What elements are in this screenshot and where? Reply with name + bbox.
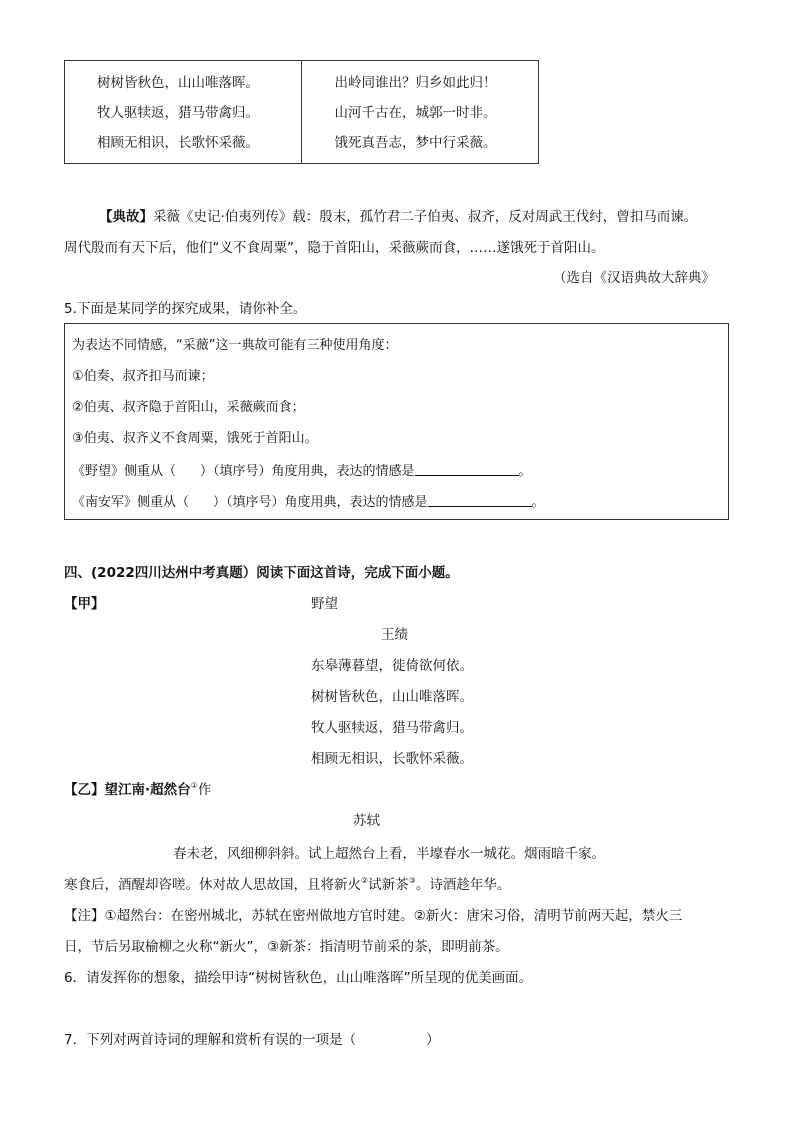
table-right-line-3: 饿死真吾志，梦中行采薇。: [334, 135, 497, 151]
poem-yi-line-2: [64, 873, 510, 893]
notes-line-2: 日，节后另取榆柳之火称“新火”，③新茶：指清明节前采的茶，即明前茶。: [64, 939, 509, 955]
note-ref-3: ③: [408, 876, 416, 885]
poem-comparison-table: [64, 60, 539, 164]
nananjun-text-1: 《南安军》侧重从（: [72, 495, 190, 510]
poem-jia-line-3: 牧人驱犊返，猎马带禽归。: [311, 720, 473, 736]
allusion-line-2: 周代殷而有天下后，他们“义不食周粟”，隐于首阳山，采薇蕨而食，……遂饿死于首阳山。: [64, 240, 605, 256]
question-6: 6．请发挥你的想象，描绘甲诗“树树皆秋色，山山唯落晖”所呈现的优美画面。: [64, 970, 533, 986]
table-left-line-1: 树树皆秋色，山山唯落晖。: [97, 75, 259, 91]
nananjun-text-3: 。: [531, 495, 545, 510]
allusion-source: （选自《汉语典故大辞典》: [553, 270, 715, 286]
box-option-2: ②伯夷、叔齐隐于首阳山，采薇蕨而食；: [72, 400, 305, 415]
allusion-text-1: 采薇《史记·伯夷列传》载：殷末，孤竹君二子伯夷、叔齐，反对周武王伐纣，曾扣马而谏。: [153, 209, 698, 225]
box-line-yewang: [72, 461, 728, 492]
poem-jia-line-2: 树树皆秋色，山山唯落晖。: [311, 689, 473, 705]
poem-yi-line-2c: 。诗酒趁年华。: [415, 877, 511, 893]
table-left-column: [65, 61, 301, 163]
question-5-prompt: 5.下面是某同学的探究成果，请你补全。: [64, 301, 307, 317]
question-7-close: ）: [426, 1032, 440, 1048]
poem-yi-tag: 【乙】望江南·超然台: [64, 782, 191, 798]
box-line-nananjun: [72, 492, 728, 523]
notes-line-1: 【注】①超然台：在密州城北，苏轼在密州做地方官时建。②新火：唐宋习俗，清明节前两天起，禁火三: [64, 908, 683, 924]
box-option-3: ③伯夷、叔齐义不食周粟，饿死于首阳山。: [72, 431, 318, 446]
question-7: [64, 1028, 440, 1048]
box-intro: 为表达不同情感，“采薇”这一典故可能有三种使用角度：: [72, 338, 398, 353]
poem-yi-line-2a: 寒食后，酒醒却咨嗟。休对故人思故国，且将新火: [64, 877, 361, 893]
yewang-text-3: 。: [518, 464, 532, 479]
poem-jia-line-1: 东皋薄暮望，徙倚欲何依。: [311, 658, 473, 674]
poem-jia-line-4: 相顾无相识，长歌怀采薇。: [311, 751, 473, 767]
poem-jia-title: 野望: [311, 596, 338, 612]
table-left-line-2: 牧人驱犊返，猎马带禽归。: [97, 105, 259, 121]
yewang-text-1: 《野望》侧重从（: [72, 464, 177, 479]
poem-yi-line-1: 春未老，风细柳斜斜。试上超然台上看，半壕春水一城花。烟雨暗千家。: [173, 846, 605, 862]
nananjun-answer-blank[interactable]: [428, 492, 532, 507]
poem-jia-author: 王绩: [381, 627, 408, 643]
research-result-box: [64, 323, 729, 520]
note-ref-2: ②: [361, 876, 369, 885]
nananjun-text-2: ）（填序号）角度用典，表达的情感是: [213, 495, 428, 510]
poem-yi-line-2b: 试新茶: [368, 877, 409, 893]
section-4-heading: 四、(2022四川达州中考真题）阅读下面这首诗，完成下面小题。: [64, 565, 459, 581]
yewang-answer-blank[interactable]: [415, 461, 519, 476]
table-right-line-1: 出岭同谁出？归乡如此归！: [334, 75, 497, 91]
yewang-text-2: ）（填序号）角度用典，表达的情感是: [200, 464, 415, 479]
allusion-line-1: [99, 205, 697, 225]
box-option-1: ①伯奏、叔齐扣马而谏；: [72, 369, 214, 384]
poem-yi-author: 苏轼: [353, 813, 380, 829]
question-7-text: 7．下列对两首诗词的理解和赏析有误的一项是（: [64, 1032, 357, 1048]
table-right-column: [301, 61, 539, 163]
table-right-line-2: 山河千古在，城郭一时非。: [334, 105, 497, 121]
table-left-line-3: 相顾无相识，长歌怀采薇。: [97, 135, 259, 151]
poem-yi-heading: [64, 778, 211, 798]
poem-jia-tag: 【甲】: [64, 596, 105, 612]
poem-yi-zuo: 作: [197, 782, 212, 798]
note-ref-1: ①: [190, 781, 198, 790]
allusion-tag: 【典故】: [99, 209, 153, 225]
